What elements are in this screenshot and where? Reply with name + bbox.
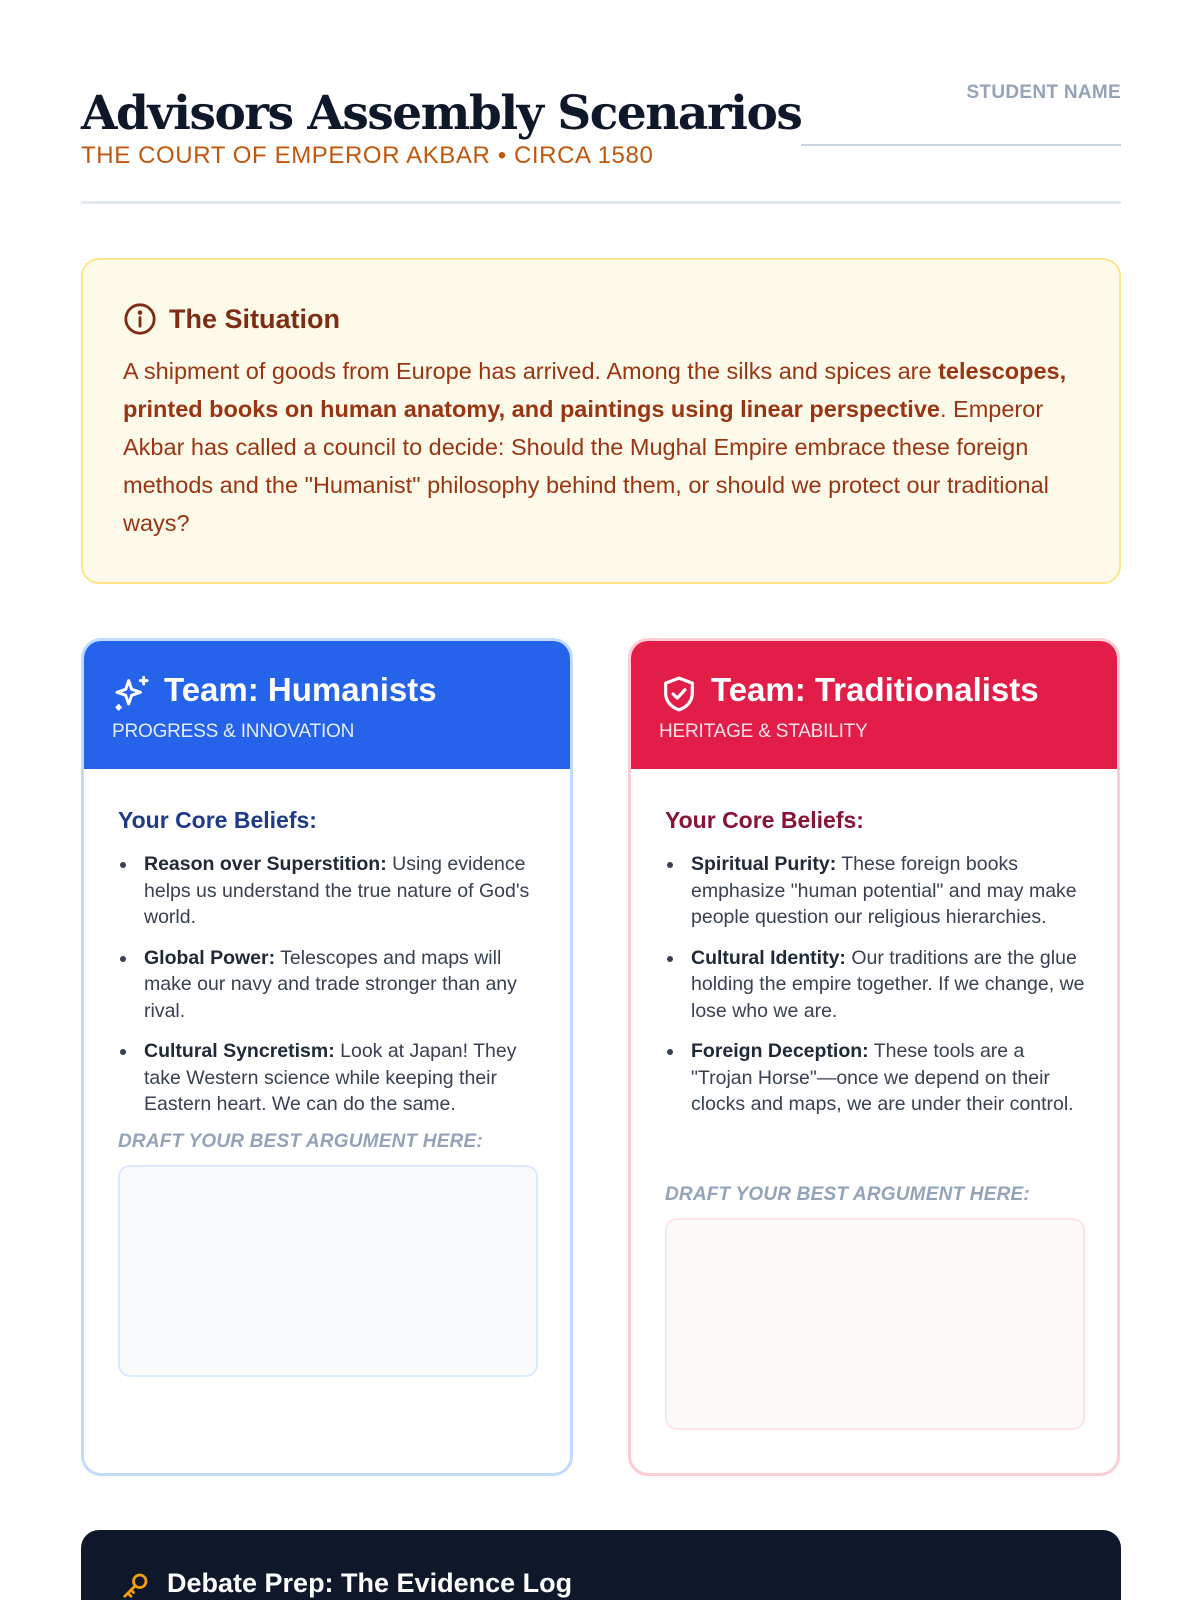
team-humanists-header <box>84 641 570 769</box>
belief-item <box>144 1038 544 1118</box>
team-traditionalists-tagline: HERITAGE & STABILITY <box>659 721 868 742</box>
beliefs-title: Your Core Beliefs: <box>118 807 317 833</box>
situation-text-part: . Emperor Akbar has called a council to decide: Should the Mughal Empire embrace these foreign methods and the "Humanist" philosophy behind them, or should we protect our traditional ways? <box>123 396 1049 536</box>
belief-text: Telescopes and maps will make our navy and trade stronger than any rival. <box>144 946 517 1022</box>
debate-prep-section <box>81 1530 1121 1600</box>
situation-title: The Situation <box>169 303 340 334</box>
sparkles-icon <box>112 674 152 714</box>
belief-text: Our traditions are the glue holding the empire together. If we change, we lose who we are. <box>691 946 1085 1022</box>
shield-check-icon <box>659 674 699 714</box>
team-traditionalists-name: Team: Traditionalists <box>711 671 1039 708</box>
belief-item <box>691 851 1091 931</box>
belief-label: Foreign Deception: <box>691 1040 869 1062</box>
team-traditionalists-card <box>628 638 1120 1476</box>
beliefs-title: Your Core Beliefs: <box>665 807 864 833</box>
draft-argument-label: DRAFT YOUR BEST ARGUMENT HERE: <box>665 1184 1030 1205</box>
belief-item <box>691 1038 1091 1118</box>
page-subtitle: THE COURT OF EMPEROR AKBAR • CIRCA 1580 <box>81 142 654 169</box>
belief-item <box>144 945 544 1025</box>
belief-text: These foreign books emphasize "human potential" and may make people question our religious hierarchies. <box>691 853 1077 928</box>
belief-label: Global Power: <box>144 946 276 969</box>
situation-text-part: A shipment of goods from Europe has arrived. Among the silks and spices are <box>123 358 939 384</box>
situation-header <box>123 302 340 336</box>
beliefs-list <box>144 851 544 1132</box>
student-name-field[interactable] <box>801 144 1121 146</box>
beliefs-list <box>691 851 1091 1132</box>
belief-label: Spiritual Purity: <box>691 853 837 875</box>
belief-text: Look at Japan! They take Western science while keeping their Eastern heart. We can do the same. <box>144 1040 517 1115</box>
belief-label: Cultural Syncretism: <box>144 1040 335 1062</box>
situation-text-bold: telescopes, printed books on human anatomy, and paintings using linear perspective <box>123 358 1067 422</box>
student-name-label: STUDENT NAME <box>966 82 1121 103</box>
page-title: Advisors Assembly Scenarios <box>81 86 802 141</box>
info-circle-icon <box>123 302 157 336</box>
belief-label: Cultural Identity: <box>691 946 846 969</box>
belief-label: Reason over Superstition: <box>144 853 387 875</box>
belief-text: These tools are a "Trojan Horse"—once we depend on their clocks and maps, we are under their control. <box>691 1040 1074 1115</box>
humanists-argument-input[interactable] <box>118 1165 538 1377</box>
belief-item <box>144 851 544 931</box>
team-humanists-name: Team: Humanists <box>164 671 437 708</box>
team-traditionalists-header <box>631 641 1117 769</box>
situation-text <box>123 352 1083 542</box>
situation-card <box>81 258 1121 584</box>
belief-text: Using evidence helps us understand the true nature of God's world. <box>144 853 530 928</box>
page-header <box>81 80 1121 204</box>
belief-item <box>691 945 1091 1025</box>
debate-prep-title: Debate Prep: The Evidence Log <box>167 1568 573 1598</box>
team-humanists-card <box>81 638 573 1476</box>
team-humanists-tagline: PROGRESS & INNOVATION <box>112 721 355 742</box>
key-icon <box>121 1570 151 1600</box>
draft-argument-label: DRAFT YOUR BEST ARGUMENT HERE: <box>118 1131 483 1152</box>
traditionalists-argument-input[interactable] <box>665 1218 1085 1430</box>
